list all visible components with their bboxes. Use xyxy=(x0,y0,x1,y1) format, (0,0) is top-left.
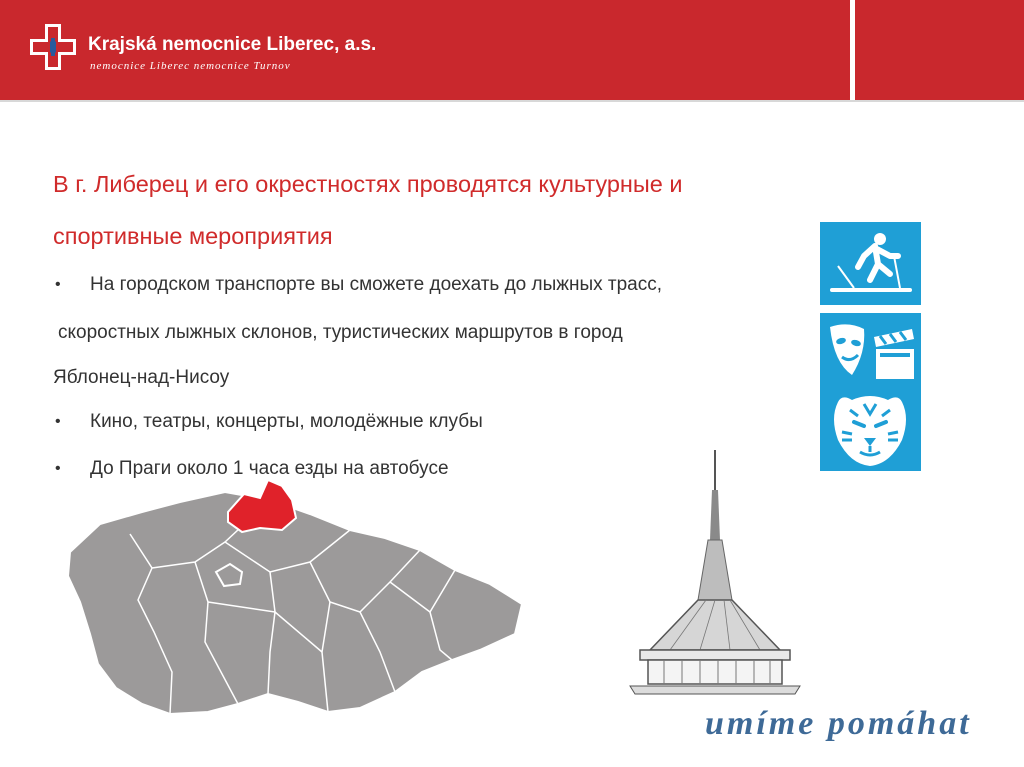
clapperboard-icon xyxy=(874,329,914,379)
theater-masks-icon xyxy=(830,324,864,375)
map-shape xyxy=(68,492,522,714)
bullet-dot: • xyxy=(55,276,61,293)
tiger-icon xyxy=(820,388,921,471)
continuation-text-slopes: скоростных лыжных склонов, туристических маршрутов в город xyxy=(58,322,623,343)
header-bottom-line xyxy=(0,100,1024,102)
bullet-dot: • xyxy=(55,413,61,430)
header-bar xyxy=(0,0,1024,100)
culture-tile xyxy=(820,313,921,396)
header-divider xyxy=(850,0,855,100)
organization-subtitle: nemocnice Liberec nemocnice Turnov xyxy=(90,60,291,72)
sport-tile xyxy=(820,222,921,305)
jested-tower-illustration xyxy=(620,450,830,710)
slogan-text: umíme pomáhat xyxy=(705,705,972,742)
czech-regions-map xyxy=(60,472,540,722)
zoo-tile xyxy=(820,388,921,471)
skier-icon xyxy=(820,222,921,305)
liberec-region-highlight xyxy=(228,480,296,532)
organization-name: Krajská nemocnice Liberec, a.s. xyxy=(88,34,377,55)
bullet-text-culture: Кино, театры, концерты, молодёжные клубы xyxy=(90,411,483,432)
bullet-text-prague: До Праги около 1 часа езды на автобусе xyxy=(90,458,449,479)
bullet-dot: • xyxy=(55,460,61,477)
hospital-cross-icon xyxy=(30,24,76,70)
slide-heading: В г. Либерец и его окрестностях проводятся культурные и спортивные мероприятия xyxy=(53,171,683,249)
continuation-text-jablonec: Яблонец-над-Нисоу xyxy=(53,367,230,388)
bullet-text-transport: На городском транспорте вы сможете доехать до лыжных трасс, xyxy=(90,274,663,295)
